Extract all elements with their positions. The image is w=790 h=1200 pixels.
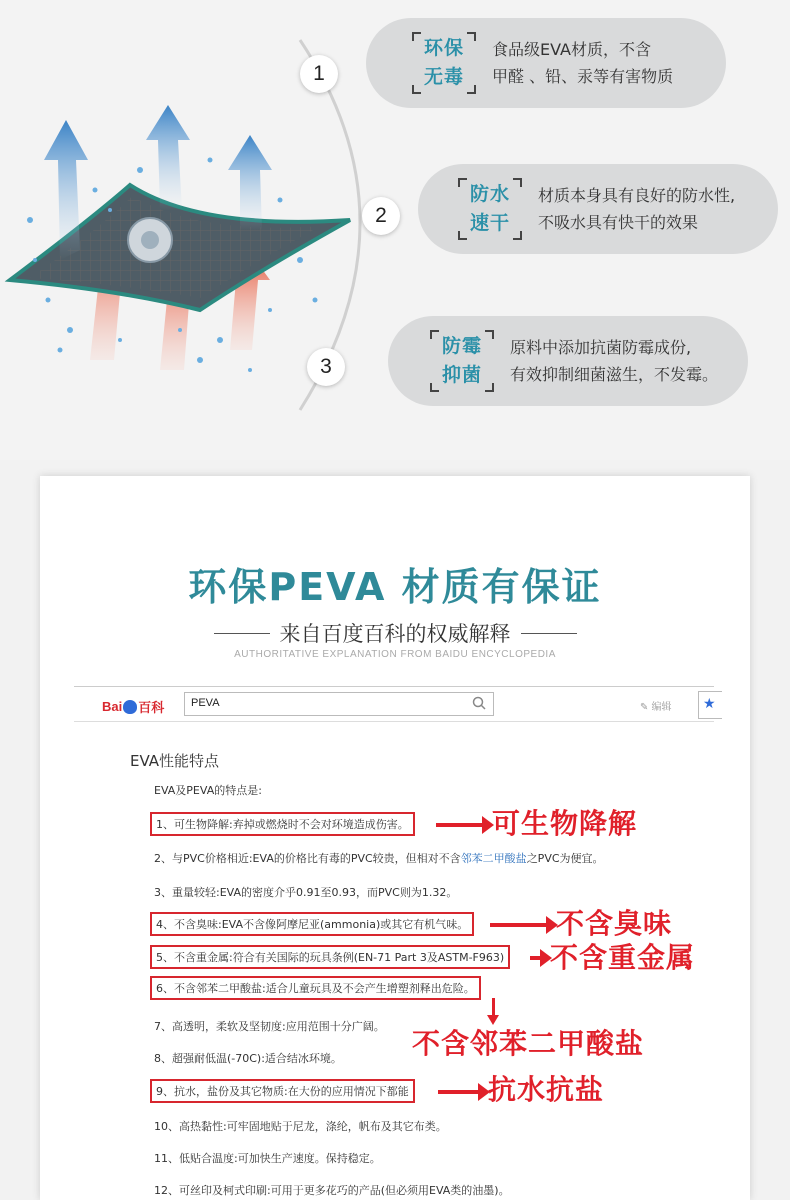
feature-number-1: 1 bbox=[300, 55, 338, 93]
feature-item-text: 12、可丝印及柯式印刷:可用于更多花巧的产品(但必须用EVA类的油墨)。 bbox=[154, 1184, 510, 1197]
feature-item-text: 3、重量较轻:EVA的密度介乎0.91至0.93，而PVC则为1.32。 bbox=[154, 886, 458, 899]
feature-item-6 bbox=[150, 976, 481, 1000]
feature-card-antibacterial bbox=[388, 316, 748, 406]
divider bbox=[521, 633, 577, 634]
feature-tag-line1: 防霉 bbox=[441, 335, 482, 357]
feature-desc-line2: 甲醛 、铅、汞等有害物质 bbox=[492, 67, 674, 86]
feature-item-10 bbox=[154, 1118, 447, 1134]
feature-item-3 bbox=[154, 884, 457, 900]
paw-icon bbox=[123, 700, 137, 714]
logo-baike: 百科 bbox=[138, 700, 165, 715]
feature-item-text: 8、超强耐低温(-70C):适合结冰环境。 bbox=[154, 1052, 342, 1065]
feature-number-2: 2 bbox=[362, 197, 400, 235]
baike-section-heading: EVA性能特点 bbox=[130, 752, 220, 770]
feature-desc-line1: 材质本身具有良好的防水性, bbox=[538, 186, 736, 205]
feature-item-9 bbox=[150, 1079, 415, 1103]
feature-item-11 bbox=[154, 1150, 381, 1166]
annotation-arrow-6 bbox=[492, 998, 495, 1016]
feature-item-text: 之PVC为便宜。 bbox=[526, 852, 604, 865]
feature-item-text: 4、不含臭味:EVA不含像阿摩尼亚(ammonia)或其它有机气味。 bbox=[156, 918, 469, 931]
section-english-subtitle: AUTHORITATIVE EXPLANATION FROM BAIDU ENCYCLOPEDIA bbox=[234, 649, 556, 660]
feature-item-8 bbox=[154, 1050, 342, 1066]
feature-desc-line2: 不吸水具有快干的效果 bbox=[538, 213, 699, 232]
annotation-water-salt-resistant: 抗水抗盐 bbox=[488, 1073, 605, 1106]
feature-item-12 bbox=[154, 1182, 510, 1198]
feature-tag-line2: 速干 bbox=[469, 212, 510, 234]
feature-tag-line2: 抑菌 bbox=[441, 364, 482, 386]
feature-item-text: 2、与PVC价格相近:EVA的价格比有毒的PVC较贵，但相对不含 bbox=[154, 852, 461, 865]
feature-number-3: 3 bbox=[307, 348, 345, 386]
bookmark-icon[interactable]: ★ bbox=[698, 691, 722, 719]
annotation-no-odor: 不含臭味 bbox=[556, 907, 673, 940]
feature-desc-line2: 有效抑制细菌滋生，不发霉。 bbox=[510, 365, 719, 384]
edit-link[interactable]: ✎ 编辑 bbox=[640, 702, 672, 713]
feature-desc-line1: 食品级EVA材质，不含 bbox=[492, 40, 651, 59]
annotation-arrow-9 bbox=[438, 1090, 480, 1094]
baike-intro: EVA及PEVA的特点是: bbox=[154, 784, 262, 797]
feature-item-text: 1、可生物降解:弃掉或燃烧时不会对环境造成伤害。 bbox=[156, 818, 409, 831]
feature-item-text: 7、高透明，柔软及坚韧度:应用范围十分广阔。 bbox=[154, 1020, 385, 1033]
divider bbox=[214, 633, 270, 634]
features-section bbox=[0, 0, 790, 460]
feature-tag-line1: 防水 bbox=[469, 183, 510, 205]
feature-card-eco bbox=[366, 18, 726, 108]
feature-description bbox=[510, 334, 718, 388]
baike-header-bar bbox=[74, 686, 714, 722]
annotation-arrow-4 bbox=[490, 923, 548, 927]
baike-screenshot bbox=[74, 686, 714, 1200]
feature-item-text: 6、不含邻苯二甲酸盐:适合儿童玩具及不会产生增塑剂释出危险。 bbox=[156, 982, 475, 995]
feature-tag bbox=[412, 32, 476, 94]
feature-item-2 bbox=[154, 850, 604, 866]
feature-item-7 bbox=[154, 1018, 385, 1034]
feature-tag bbox=[458, 178, 522, 240]
encyclopedia-card bbox=[40, 476, 750, 1200]
feature-tag-line2: 无毒 bbox=[423, 66, 464, 88]
feature-item-text: 11、低贴合温度:可加快生产速度。保持稳定。 bbox=[154, 1152, 381, 1165]
feature-description bbox=[492, 36, 673, 90]
logo-bai: Bai bbox=[102, 699, 123, 714]
feature-tag-line1: 环保 bbox=[423, 37, 464, 59]
feature-tag bbox=[430, 330, 494, 392]
feature-item-text: 10、高热黏性:可牢固地贴于尼龙，涤纶，帆布及其它布类。 bbox=[154, 1120, 447, 1133]
feature-item-1 bbox=[150, 812, 415, 836]
feature-desc-line1: 原料中添加抗菌防霉成份, bbox=[510, 338, 692, 357]
section-title: 环保PEVA 材质有保证 bbox=[188, 565, 602, 609]
feature-item-5 bbox=[150, 945, 510, 969]
search-input[interactable]: PEVA bbox=[184, 692, 494, 716]
annotation-biodegradable: 可生物降解 bbox=[492, 807, 638, 840]
search-icon[interactable] bbox=[472, 696, 486, 710]
feature-item-text: 9、抗水，盐份及其它物质:在大份的应用情况下都能 bbox=[156, 1085, 409, 1098]
section-subtitle: 来自百度百科的权威解释 bbox=[279, 622, 511, 646]
annotation-arrow-1 bbox=[436, 823, 484, 827]
baike-logo[interactable] bbox=[102, 697, 164, 716]
feature-item-4 bbox=[150, 912, 474, 936]
phthalate-link[interactable]: 邻苯二甲酸盐 bbox=[460, 852, 527, 865]
annotation-no-heavy-metal: 不含重金属 bbox=[550, 941, 696, 974]
feature-item-text: 5、不含重金属:符合有关国际的玩具条例(EN-71 Part 3及ASTM-F963) bbox=[156, 951, 505, 964]
feature-card-waterproof bbox=[418, 164, 778, 254]
feature-description bbox=[538, 182, 735, 236]
annotation-arrow-5 bbox=[530, 956, 542, 960]
section-subtitle-row bbox=[40, 618, 750, 648]
annotation-no-phthalate: 不含邻苯二甲酸盐 bbox=[412, 1027, 645, 1060]
